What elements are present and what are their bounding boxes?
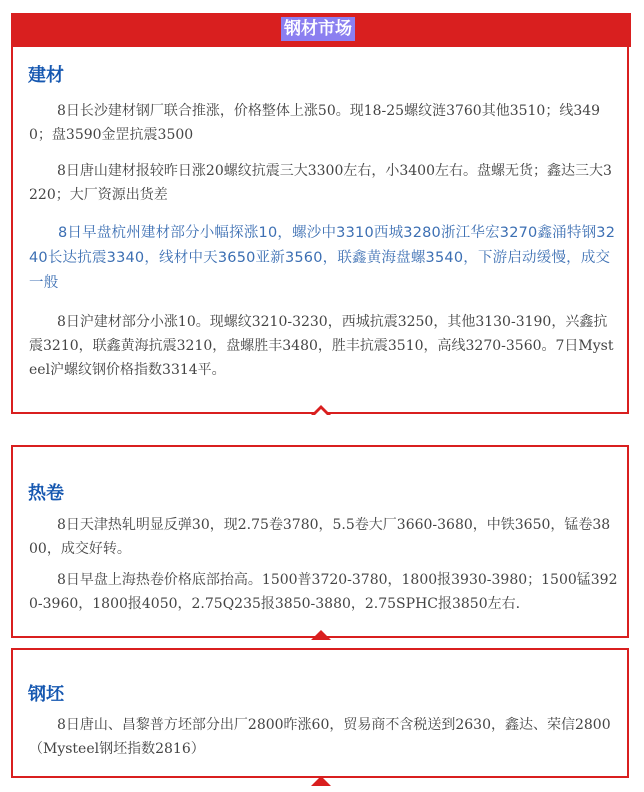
section-title: 钢坯 [28, 684, 64, 705]
arrow-up-icon [311, 630, 331, 640]
arrow-up-icon [311, 776, 331, 786]
section-title: 建材 [28, 65, 64, 86]
section-building-materials [11, 47, 629, 414]
arrow-up-icon-inner [313, 409, 329, 417]
section-hot-coil [11, 445, 629, 638]
paragraph: 8日唐山建材报较昨日涨20螺纹抗震三大3300左右，小3400左右。盘螺无货；鑫达三大3220；大厂资源出货差 [29, 163, 612, 203]
paragraph: 8日早盘上海热卷价格底部抬高。1500普3720-3780，1800报3930-3980；1500锰3920-3960，1800报4050，2.75Q235报3850-3880，2.75SPHC报3850左右. [29, 572, 618, 612]
paragraph: 8日沪建材部分小涨10。现螺纹3210-3230，西城抗震3250，其他3130-3190，兴鑫抗震3210，联鑫黄海抗震3210，盘螺胜丰3480，胜丰抗震3510，高线3270-3560。7日Mysteel沪螺纹钢价格指数3314平。 [29, 314, 614, 378]
paragraph: 8日唐山、昌黎普方坯部分出厂2800昨涨60，贸易商不含税送到2630，鑫达、荣信2800（Mysteel钢坯指数2816） [29, 717, 611, 757]
paragraph: 8日天津热轧明显反弹30，现2.75卷3780，5.5卷大厂3660-3680，中铁3650，锰卷3800，成交好转。 [29, 517, 611, 557]
section-title: 热卷 [28, 483, 64, 504]
page-title: 钢材市场 [281, 17, 355, 41]
paragraph: 8日长沙建材钢厂联合推涨，价格整体上涨50。现18-25螺纹涟3760其他3510；线3490；盘3590金罡抗震3500 [29, 103, 601, 143]
paragraph: 8日早盘杭州建材部分小幅探涨10，螺沙中3310西城3280浙江华宏3270鑫涌特钢3240长达抗震3340，线材中天3650亚新3560，联鑫黄海盘螺3540，下游启动缓慢，成交一般 [29, 225, 616, 291]
section-billet [11, 648, 629, 778]
